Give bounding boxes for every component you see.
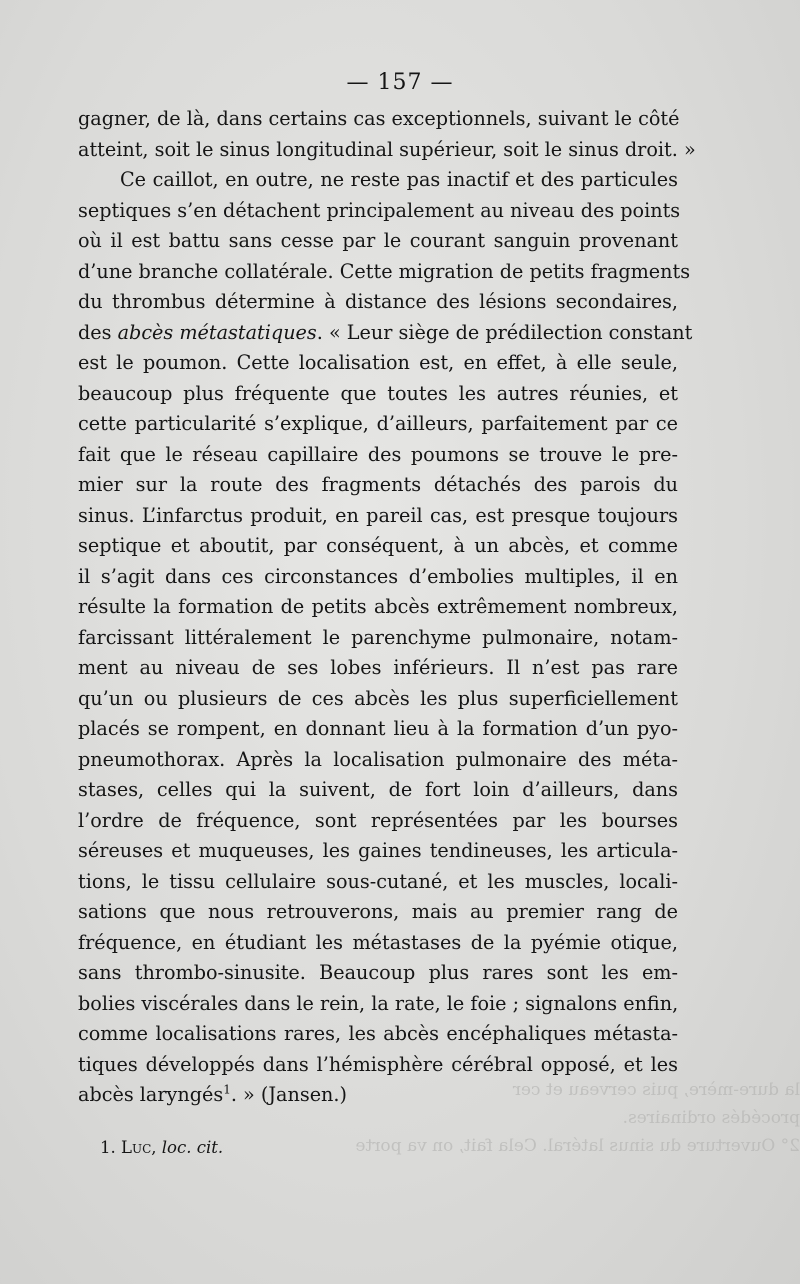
text-line: stases, celles qui la suivent, de fort loin d’ailleurs, dans [78, 778, 678, 801]
text-run: des [78, 320, 118, 344]
text-line: d’une branche collatérale. Cette migration de petits fragments [78, 259, 691, 283]
text-line: bolies viscérales dans le rein, la rate, le foie ; signalons enfin, [78, 991, 679, 1015]
text-line: sinus. L’infarctus produit, en pareil cas, est presque toujours [78, 503, 678, 527]
text-line: l’ordre de fréquence, sont représentées par les bourses [78, 808, 678, 832]
text-run: abcès laryngés [78, 1083, 224, 1106]
text-line: cette particularité s’explique, d’ailleurs, parfaitement par ce [78, 412, 678, 435]
text-run: . « Leur siège de prédilection constant [316, 320, 693, 344]
text-line: fait que le réseau capillaire des poumons se trouve le pre- [78, 442, 678, 466]
text-line: tions, le tissu cellulaire sous-cutané, et les muscles, locali- [78, 869, 678, 893]
text-line: sations que nous retrouverons, mais au premier rang de [78, 900, 678, 923]
text-line: gagner, de là, dans certains cas exceptionnels, suivant le côté [78, 107, 680, 130]
text-line: ment au niveau de ses lobes inférieurs. Il n’est pas rare [78, 656, 678, 679]
text-line: mier sur la route des fragments détachés des parois du [78, 473, 678, 496]
text-line: comme localisations rares, les abcès encéphaliques métasta- [78, 1022, 678, 1045]
text-line: est le poumon. Cette localisation est, en effet, à elle seule, [78, 351, 678, 374]
text-line: septiques s’en détachent principalement au niveau des points [78, 198, 681, 222]
text-line: qu’un ou plusieurs de ces abcès les plus superficiellement [78, 686, 678, 710]
show-through-line: 2° Ouverture du sinus latéral. Cela fait, on va porte [355, 1136, 800, 1156]
text-line: placés se rompent, en donnant lieu à la formation d’un pyo- [78, 717, 678, 740]
show-through-text [355, 1076, 800, 1160]
text-run: . » (Jansen.) [230, 1083, 347, 1106]
text-line: septique et aboutit, par conséquent, à un abcès, et comme [78, 534, 678, 557]
footnote-number: 1. [100, 1138, 116, 1157]
text-line: il s’agit dans ces circonstances d’embolies multiples, il en [78, 564, 678, 588]
show-through-line: la dure-mère, puis cerveau et cer [512, 1080, 800, 1100]
footnote: 1. Luc, loc. cit. [100, 1138, 224, 1157]
text-line: séreuses et muqueuses, les gaines tendineuses, les articula- [78, 839, 678, 862]
text-line: farcissant littéralement le parenchyme pulmonaire, notam- [78, 625, 678, 649]
text-line: beaucoup plus fréquente que toutes les autres réunies, et [78, 381, 678, 405]
text-line: Ce caillot, en outre, ne reste pas inactif et des particules [120, 168, 678, 191]
footnote-author: Luc [121, 1138, 152, 1157]
text-line: pneumothorax. Après la localisation pulmonaire des méta- [78, 747, 678, 771]
show-through-line: procédés ordinaires. [622, 1108, 800, 1128]
text-line [78, 318, 693, 349]
text-line: fréquence, en étudiant les métastases de la pyémie otique, [78, 930, 678, 954]
text-line: atteint, soit le sinus longitudinal supérieur, soit le sinus droit. » [78, 137, 696, 161]
body-text [78, 104, 696, 1111]
page-number: — 157 — [346, 70, 454, 95]
text-line: résulte la formation de petits abcès extrêmement nombreux, [78, 595, 678, 618]
footnote-reference: loc. cit. [161, 1138, 224, 1157]
footnote-reference-mark: 1 [223, 1082, 231, 1097]
text-line: où il est battu sans cesse par le courant sanguin provenant [78, 229, 678, 252]
text-line: du thrombus détermine à distance des lésions secondaires, [78, 290, 678, 313]
text-line: sans thrombo-sinusite. Beaucoup plus rares sont les em- [78, 961, 678, 984]
text-line: tiques développés dans l’hémisphère cérébral opposé, et les [78, 1052, 678, 1076]
emphasis-text: abcès métastatiques [117, 320, 317, 344]
